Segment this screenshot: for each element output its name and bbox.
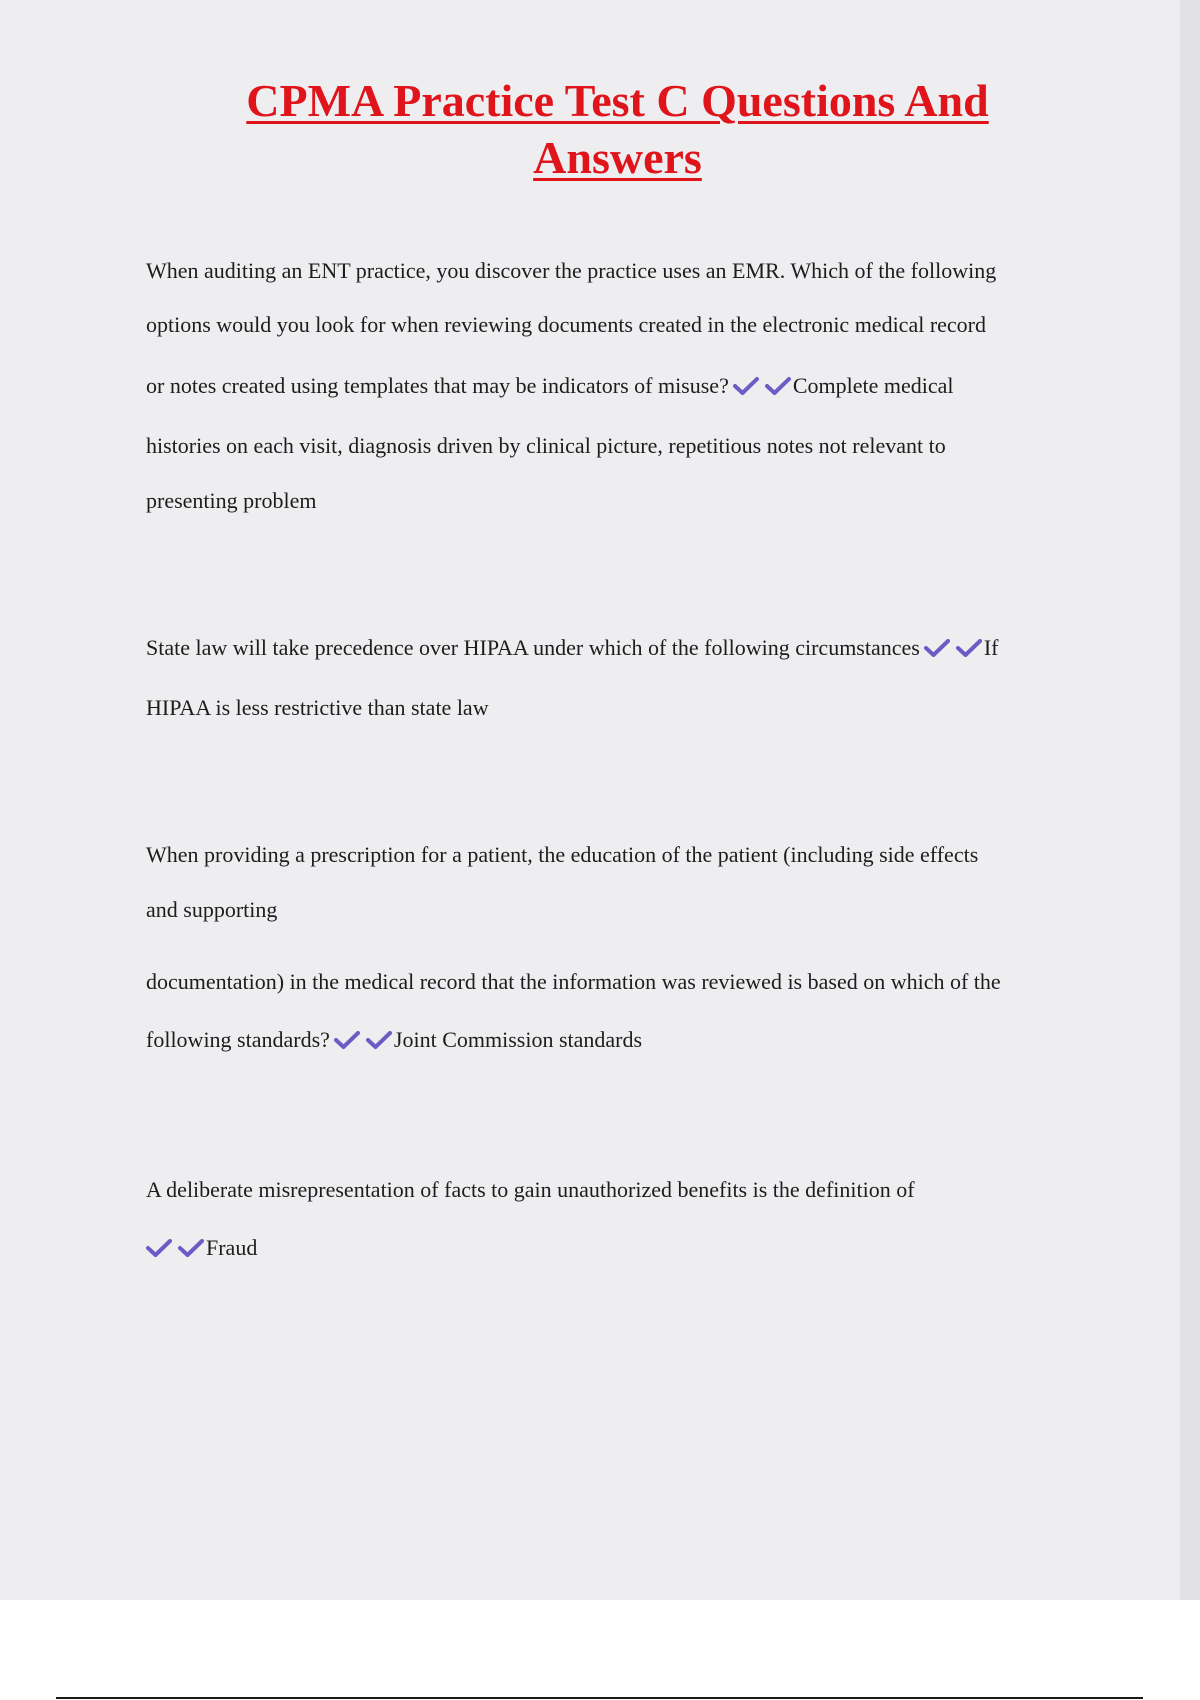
question-3-text: following standards? [146,1027,330,1052]
answer-2-line-2: HIPAA is less restrictive than state law [146,695,489,720]
title-line-2: Answers [533,132,702,183]
answer-4-line-1 [142,1233,257,1263]
question-3-line-4 [146,1025,642,1055]
answer-4-text: Fraud [206,1235,258,1260]
answer-1-text: Complete medical [792,373,954,398]
document-title [0,72,1200,186]
check-mark-icon [765,376,791,396]
question-2-text: State law will take precedence over HIPAA under which of the following circumstances [146,635,920,660]
question-1-line-1: When auditing an ENT practice, you discover the practice uses an EMR. Which of the following [146,258,997,283]
question-4-line-1: A deliberate misrepresentation of facts to gain unauthorized benefits is the definition of [146,1177,915,1202]
title-line-1: CPMA Practice Test C Questions And [246,75,989,126]
question-1-text: or notes created using templates that may be indicators of misuse? [146,373,729,398]
question-3-line-2: and supporting [146,897,278,922]
check-mark-icon [334,1030,360,1050]
answer-3-text: Joint Commission standards [393,1027,643,1052]
question-3-line-3: documentation) in the medical record that the information was reviewed is based on which of the [146,969,1001,994]
check-mark-icon [146,1238,172,1258]
question-3-line-1: When providing a prescription for a patient, the education of the patient (including side effects [146,842,979,867]
answer-1-line-3: presenting problem [146,488,317,513]
answer-1-line-2: histories on each visit, diagnosis driven by clinical picture, repetitious notes not relevant to [146,433,946,458]
check-mark-icon [366,1030,392,1050]
question-1-line-2: options would you look for when reviewing documents created in the electronic medical record [146,312,987,337]
check-mark-icon [733,376,759,396]
check-mark-icon [924,638,950,658]
answer-2-text: If [983,635,999,660]
page-edge-shadow [1180,0,1200,1600]
check-mark-icon [178,1238,204,1258]
question-1-line-3 [146,371,954,401]
footer-divider [56,1697,1143,1699]
question-2-line-1 [146,633,999,663]
check-mark-icon [956,638,982,658]
